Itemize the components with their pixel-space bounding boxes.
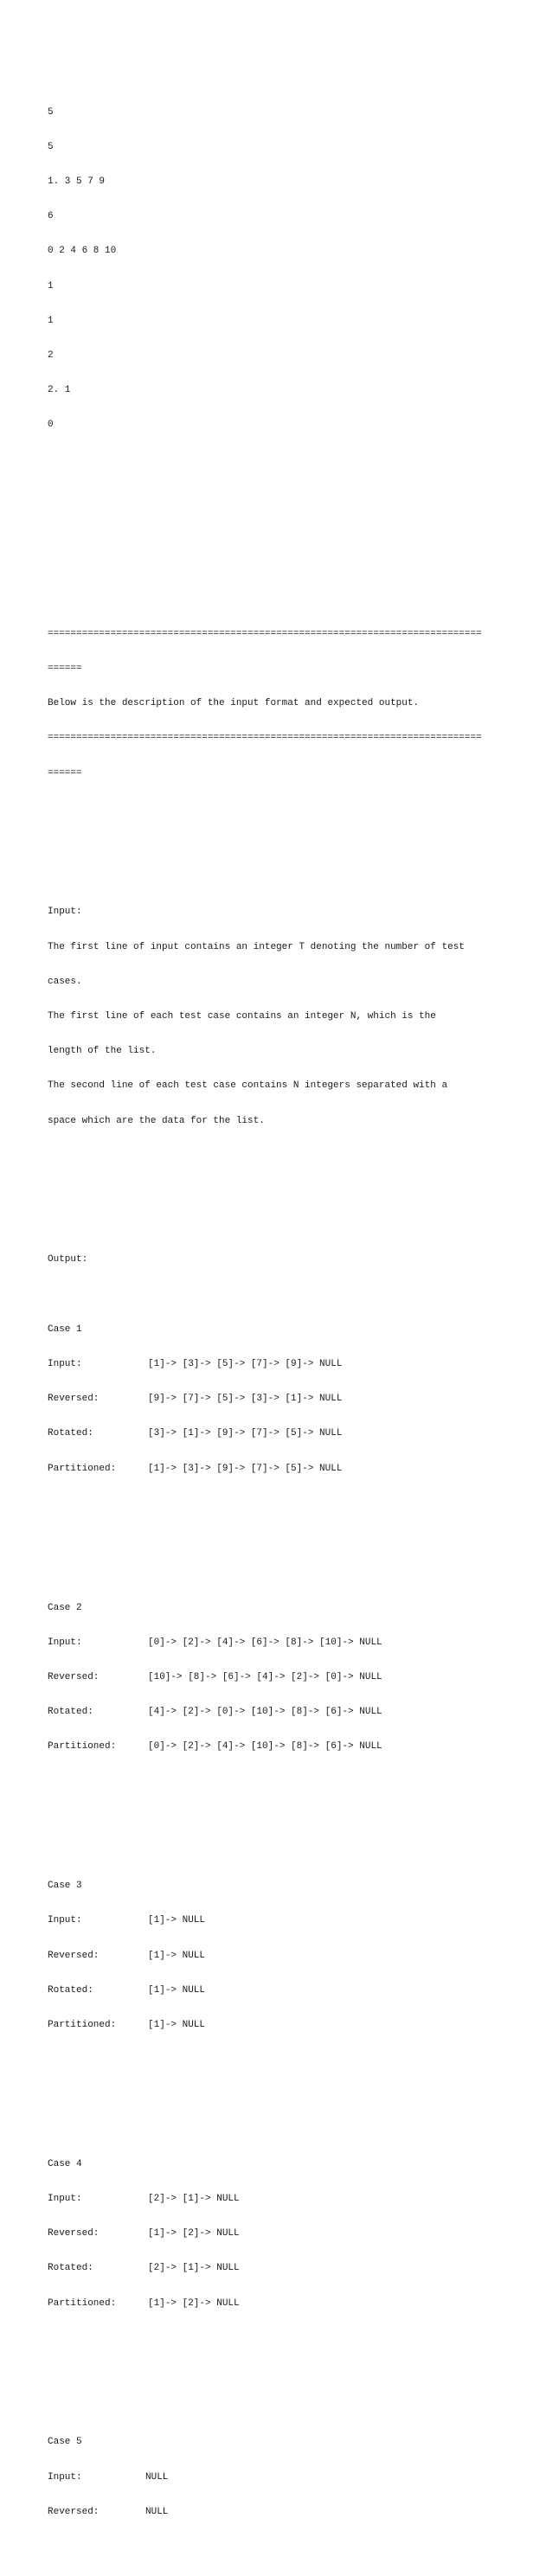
row-value: [1]-> [2]-> NULL (148, 2297, 240, 2309)
case-row (48, 2472, 532, 2483)
separator-line: ============================================================================ (48, 733, 482, 744)
row-label: Reversed: (48, 1394, 100, 1405)
case-row (48, 1951, 532, 1962)
row-label: Partitioned: (48, 2019, 117, 2030)
case-row (48, 2507, 532, 2518)
case-title: Case 3 (48, 1881, 82, 1892)
row-label: Rotated: (48, 2263, 93, 2274)
separator-line: ============================================================================ (48, 628, 482, 639)
row-value: [1]-> NULL (148, 1950, 206, 1961)
description-text-line: The second line of each test case contains N integers separated with a (48, 1080, 448, 1092)
row-label: Input: (48, 1915, 82, 1926)
case-block (48, 1580, 532, 1777)
input-line: 2. 1 (48, 385, 71, 396)
output-heading: Output: (48, 1254, 88, 1266)
row-value: [9]-> [7]-> [5]-> [3]-> [1]-> NULL (148, 1394, 343, 1405)
row-label: Input: (48, 1637, 82, 1648)
case-title: Case 2 (48, 1602, 82, 1613)
case-title: Case 5 (48, 2437, 82, 2448)
spacer (48, 2368, 532, 2379)
spacer (48, 524, 532, 535)
row-value: [1]-> NULL (148, 1915, 206, 1926)
row-value: [2]-> [1]-> NULL (148, 2194, 240, 2205)
row-value: [10]-> [8]-> [6]-> [4]-> [2]-> [0]-> NULL (148, 1671, 382, 1682)
input-line: 0 2 4 6 8 10 (48, 246, 117, 257)
case-row (48, 1464, 532, 1475)
row-label: Reversed: (48, 1671, 100, 1682)
spacer (48, 490, 532, 501)
row-value: [1]-> NULL (148, 2019, 206, 2030)
description-line: Below is the description of the input format and expected output. (48, 698, 420, 709)
row-label: Reversed: (48, 2228, 100, 2240)
row-label: Partitioned: (48, 1741, 117, 1753)
output-section (48, 1232, 532, 2565)
case-row (48, 1985, 532, 1996)
row-value: NULL (145, 2471, 169, 2483)
row-value: [1]-> [2]-> NULL (148, 2228, 240, 2240)
case-row (48, 1915, 532, 1926)
spacer (48, 1185, 532, 1196)
spacer (48, 1811, 532, 1823)
case-row (48, 2194, 532, 2205)
input-line: 5 (48, 141, 54, 152)
spacer (48, 1533, 532, 1544)
input-line: 2 (48, 350, 54, 362)
spacer (48, 837, 532, 849)
separator-line: ====== (48, 767, 82, 779)
case-row (48, 1707, 532, 1718)
document-page (48, 61, 532, 2576)
input-line: 5 (48, 106, 54, 118)
row-value: [3]-> [1]-> [9]-> [7]-> [5]-> NULL (148, 1428, 343, 1439)
row-label: Rotated: (48, 1428, 93, 1439)
row-label: Reversed: (48, 2506, 100, 2517)
description-text-line: The first line of each test case contains an integer N, which is the (48, 1010, 436, 1022)
case-row (48, 2020, 532, 2031)
spacer (48, 559, 532, 570)
row-label: Rotated: (48, 1984, 93, 1996)
row-value: [1]-> [3]-> [5]-> [7]-> [9]-> NULL (148, 1359, 343, 1370)
input-line: 1. 3 5 7 9 (48, 176, 106, 188)
input-line: 1 (48, 280, 54, 292)
case-row (48, 2228, 532, 2240)
row-label: Input: (48, 2471, 82, 2483)
input-line: 6 (48, 211, 54, 222)
case-block (48, 2136, 532, 2333)
case-row (48, 1359, 532, 1370)
input-heading: Input: (48, 907, 82, 918)
spacer (48, 2089, 532, 2100)
case-row (48, 2263, 532, 2274)
row-label: Rotated: (48, 1707, 93, 1718)
case-block (48, 1301, 532, 1498)
input-line: 1 (48, 315, 54, 326)
case-row (48, 1741, 532, 1753)
case-row (48, 1637, 532, 1649)
case-title: Case 4 (48, 2158, 82, 2169)
case-row (48, 1672, 532, 1683)
description-text-line: length of the list. (48, 1046, 157, 1057)
row-value: [0]-> [2]-> [4]-> [10]-> [8]-> [6]-> NULL (148, 1741, 382, 1753)
case-row (48, 2298, 532, 2310)
row-label: Reversed: (48, 1950, 100, 1961)
input-description-section (48, 884, 532, 1150)
description-text-line: space which are the data for the list. (48, 1115, 265, 1126)
row-value: [2]-> [1]-> NULL (148, 2263, 240, 2274)
sample-input-block (48, 84, 532, 455)
description-header (48, 606, 532, 803)
row-value: NULL (145, 2506, 169, 2517)
row-label: Input: (48, 2194, 82, 2205)
description-text-line: cases. (48, 976, 82, 987)
case-block (48, 2414, 532, 2541)
separator-line: ====== (48, 663, 82, 674)
row-label: Input: (48, 1359, 82, 1370)
row-value: [1]-> [3]-> [9]-> [7]-> [5]-> NULL (148, 1463, 343, 1474)
case-row (48, 1394, 532, 1405)
row-label: Partitioned: (48, 2297, 117, 2309)
row-value: [1]-> NULL (148, 1984, 206, 1996)
row-label: Partitioned: (48, 1463, 117, 1474)
row-value: [4]-> [2]-> [0]-> [10]-> [8]-> [6]-> NULL (148, 1707, 382, 1718)
input-line: 0 (48, 420, 54, 431)
case-title: Case 1 (48, 1323, 82, 1335)
case-row (48, 1428, 532, 1439)
case-block (48, 1857, 532, 2054)
row-value: [0]-> [2]-> [4]-> [6]-> [8]-> [10]-> NULL (148, 1637, 382, 1648)
description-text-line: The first line of input contains an integer T denoting the number of test (48, 941, 465, 952)
